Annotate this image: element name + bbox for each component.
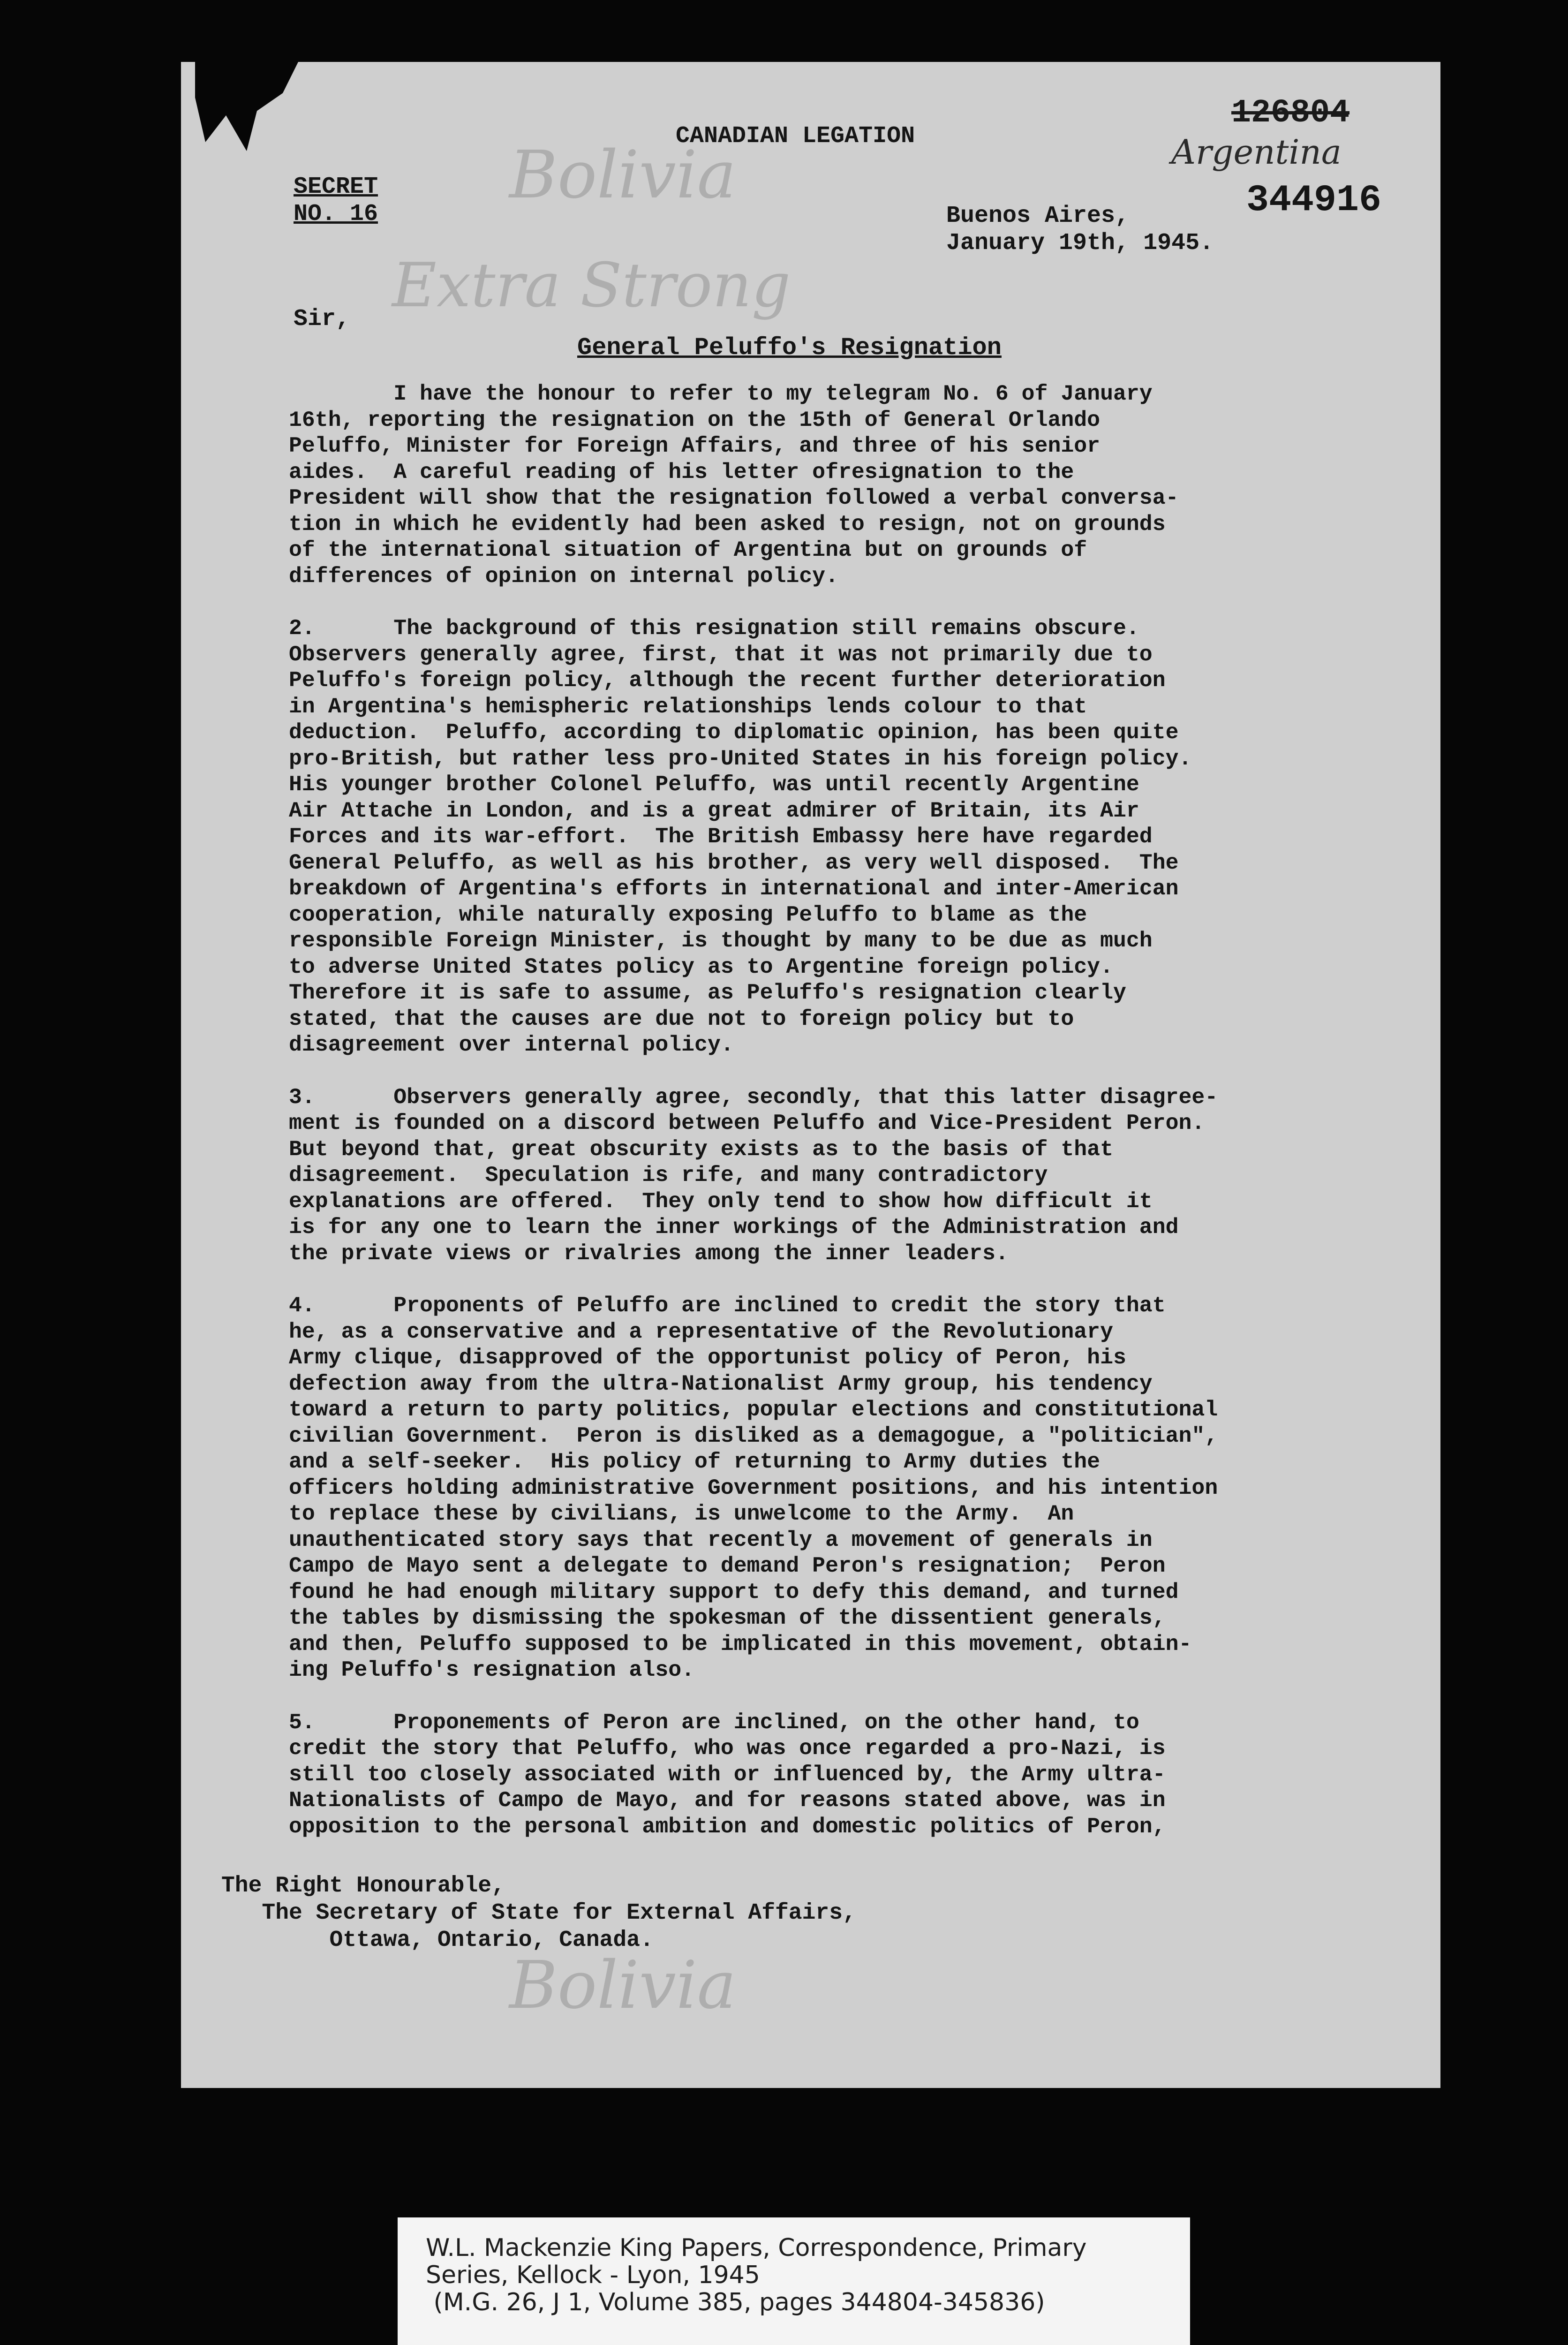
paragraph-line: of the international situation of Argentina but on grounds of (289, 537, 1087, 562)
address-line: The Right Honourable, (221, 1873, 505, 1899)
paragraph-line: stated, that the causes are due not to foreign policy but to (289, 1006, 1074, 1031)
paragraph-line: the private views or rivalries among the inner leaders. (289, 1241, 1009, 1266)
paragraph-line: responsible Foreign Minister, is thought by many to be due as much (289, 928, 1153, 953)
paragraph-line: and a self-seeker. His policy of returning to Army duties the (289, 1449, 1101, 1474)
paragraph-line: President will show that the resignation followed a verbal conversa- (289, 485, 1179, 510)
paragraph-line: 5. Proponements of Peron are inclined, on the other hand, to (289, 1710, 1139, 1735)
letter-page (181, 62, 1440, 2088)
paragraph-line: civilian Government. Peron is disliked as a demagogue, a "politician", (289, 1423, 1218, 1448)
paragraph-line: ing Peluffo's resignation also. (289, 1657, 695, 1682)
salutation: Sir, (294, 306, 350, 333)
place: Buenos Aires, (946, 203, 1130, 229)
paragraph-line: deduction. Peluffo, according to diplomatic opinion, has been quite (289, 720, 1179, 745)
paragraph-line: still too closely associated with or influenced by, the Army ultra- (289, 1762, 1166, 1787)
paragraph-line: Air Attache in London, and is a great admirer of Britain, its Air (289, 798, 1139, 823)
paragraph-line: to adverse United States policy as to Argentine foreign policy. (289, 954, 1113, 979)
place-date (946, 203, 1214, 257)
paragraph-line: in Argentina's hemispheric relationships lends colour to that (289, 694, 1087, 719)
paragraph-line: pro-British, but rather less pro-United States in his foreign policy. (289, 746, 1192, 771)
reference-line: (M.G. 26, J 1, Volume 385, pages 344804-345836) (426, 2288, 1045, 2316)
paragraph-line: 3. Observers generally agree, secondly, that this latter disagree- (289, 1084, 1218, 1110)
paragraph-line: defection away from the ultra-Nationalist Army group, his tendency (289, 1371, 1153, 1396)
paragraph-3 (289, 1084, 1428, 1267)
letter-body (289, 381, 1428, 1866)
paragraph-line: explanations are offered. They only tend to show how difficult it (289, 1188, 1153, 1214)
paragraph-line: I have the honour to refer to my telegram No. 6 of January (289, 381, 1153, 406)
paragraph-line: 16th, reporting the resignation on the 15th of General Orlando (289, 407, 1101, 432)
letter-title: General Peluffo's Resignation (577, 334, 1002, 362)
paragraph-line: found he had enough military support to defy this demand, and turned (289, 1579, 1179, 1604)
letterhead: CANADIAN LEGATION (676, 123, 915, 150)
paragraph-line: officers holding administrative Government positions, and his intention (289, 1475, 1218, 1500)
faint-handwriting-mid: Extra Strong (392, 250, 791, 321)
torn-corner (195, 62, 298, 151)
paragraph-line: 4. Proponents of Peluffo are inclined to credit the story that (289, 1293, 1166, 1318)
paragraph-line: breakdown of Argentina's efforts in international and inter-American (289, 876, 1179, 901)
faint-handwriting-bottom: Bolivia (509, 1947, 737, 2024)
paragraph-line: 2. The background of this resignation still remains obscure. (289, 616, 1139, 641)
paragraph-line: the tables by dismissing the spokesman of the dissentient generals, (289, 1605, 1166, 1630)
paragraph-line: Therefore it is safe to assume, as Peluffo's resignation clearly (289, 980, 1126, 1005)
address-block (221, 1872, 856, 1954)
classification-line: NO. 16 (294, 201, 378, 227)
paragraph-line: credit the story that Peluffo, who was once regarded a pro-Nazi, is (289, 1736, 1166, 1761)
paragraph-line: toward a return to party politics, popular elections and constitutional (289, 1397, 1218, 1422)
paragraph-line: Nationalists of Campo de Mayo, and for reasons stated above, was in (289, 1788, 1166, 1813)
file-number: 344916 (1246, 179, 1382, 222)
paragraph-line: differences of opinion on internal policy. (289, 563, 838, 589)
reference-line: Series, Kellock - Lyon, 1945 (426, 2261, 760, 2289)
paragraph-line: Observers generally agree, first, that it was not primarily due to (289, 642, 1153, 667)
handwritten-file-note: Argentina (1171, 132, 1342, 172)
reference-line: W.L. Mackenzie King Papers, Correspondence, Primary (426, 2234, 1087, 2262)
paragraph-2 (289, 615, 1428, 1058)
paragraph-line: Peluffo's foreign policy, although the recent further deterioration (289, 668, 1166, 693)
paragraph-line: aides. A careful reading of his letter ofresignation to the (289, 459, 1074, 484)
paragraph-line: is for any one to learn the inner workings of the Administration and (289, 1215, 1179, 1240)
date: January 19th, 1945. (946, 230, 1214, 257)
paragraph-line: Campo de Mayo sent a delegate to demand Peron's resignation; Peron (289, 1553, 1166, 1578)
paragraph-line: General Peluffo, as well as his brother, as very well disposed. The (289, 850, 1179, 875)
classification (294, 174, 378, 228)
reference-label (398, 2217, 1190, 2345)
paragraph-line: he, as a conservative and a representative of the Revolutionary (289, 1319, 1113, 1344)
classification-line: SECRET (294, 174, 378, 200)
address-line: Ottawa, Ontario, Canada. (221, 1928, 654, 1953)
paragraph-line: disagreement. Speculation is rife, and many contradictory (289, 1163, 1048, 1188)
paragraph-line: tion in which he evidently had been asked to resign, not on grounds (289, 511, 1166, 537)
paragraph-line: ment is founded on a discord between Peluffo and Vice-President Peron. (289, 1111, 1205, 1135)
address-line: The Secretary of State for External Affairs, (221, 1900, 856, 1926)
paragraph-line: to replace these by civilians, is unwelcome to the Army. An (289, 1501, 1074, 1526)
paragraph-line: opposition to the personal ambition and domestic politics of Peron, (289, 1814, 1166, 1839)
struck-file-number: 126804 (1231, 95, 1350, 132)
paragraph-line: But beyond that, great obscurity exists as to the basis of that (289, 1136, 1113, 1162)
paragraph-4 (289, 1293, 1428, 1683)
paragraph-line: and then, Peluffo supposed to be implicated in this movement, obtain- (289, 1631, 1192, 1657)
paragraph-5 (289, 1710, 1428, 1840)
paragraph-line: disagreement over internal policy. (289, 1032, 734, 1057)
paragraph-line: Peluffo, Minister for Foreign Affairs, and three of his senior (289, 433, 1101, 458)
paragraph-line: Army clique, disapproved of the opportunist policy of Peron, his (289, 1345, 1126, 1370)
faint-handwriting-top: Bolivia (509, 137, 737, 213)
paragraph-line: His younger brother Colonel Peluffo, was until recently Argentine (289, 772, 1139, 797)
paragraph-line: cooperation, while naturally exposing Peluffo to blame as the (289, 902, 1087, 927)
paragraph-1 (289, 381, 1428, 589)
paragraph-line: unauthenticated story says that recently a movement of generals in (289, 1527, 1153, 1552)
paragraph-line: Forces and its war-effort. The British Embassy here have regarded (289, 824, 1153, 849)
